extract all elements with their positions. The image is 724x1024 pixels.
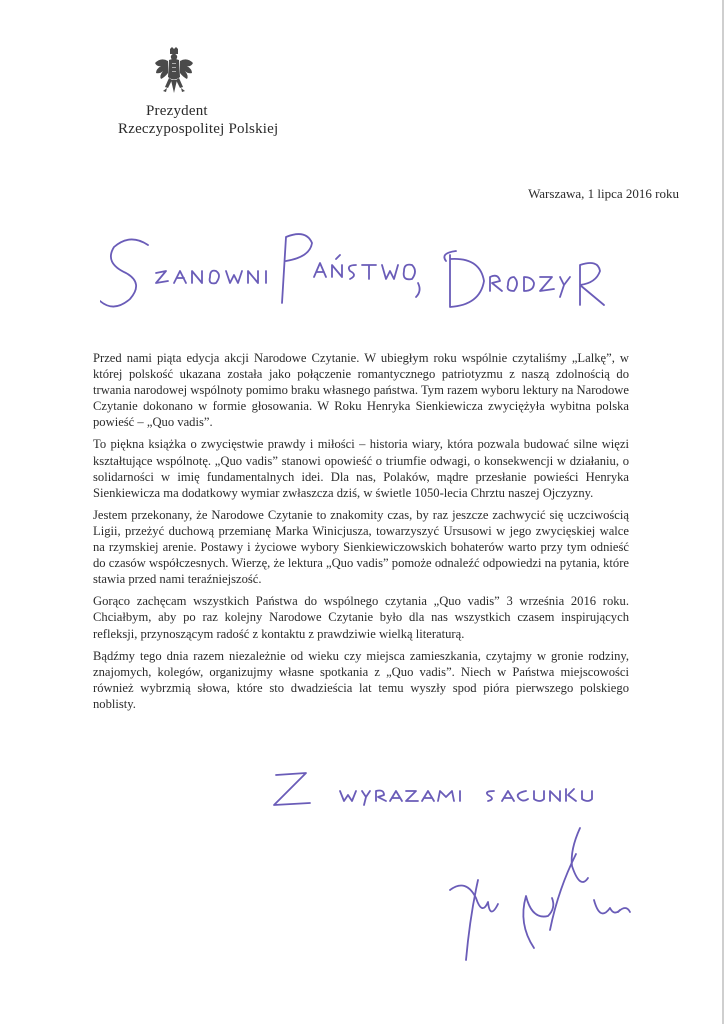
- letter-body: [93, 350, 629, 718]
- paragraph-4: Gorąco zachęcam wszystkich Państwa do wspólnego czytania „Quo vadis” 3 września 2016 roku. Chciałbym, aby po raz kolejny Narodowe Czytanie było dla nas wszystkich czasem inspirujących refleksji, przynoszącym radość z kontaktu z prawdziwie wielką literaturą.: [93, 594, 629, 641]
- closing-ink: [270, 765, 600, 815]
- signature-ink: [430, 820, 650, 970]
- handwritten-closing: [270, 765, 600, 815]
- signature-icon: [430, 820, 650, 970]
- paragraph-1: Przed nami piąta edycja akcji Narodowe Czytanie. W ubiegłym roku wspólnie czytaliśmy „Lalkę”, w której polskość ukazana została jako połączenie romantycznego patriotyzmu z naszą zdolnością do trwania narodowej wspólnoty pomimo braku własnego państwa. Tym razem wyboru lektury na Narodowe Czytanie dokonano w formie głosowania. W Roku Henryka Sienkiewicza zwyciężyła wybitna polska powieść – „Quo vadis”.: [93, 351, 629, 430]
- paragraph-3: Jestem przekonany, że Narodowe Czytanie to znakomity czas, by raz jeszcze zachwycić się uczciwością Ligii, przeżyć duchową przemianę Marka Winicjusza, towarzyszyć Ursusowi w jego zwycięskiej walce na rzymskiej arenie. Postawy i życiowe wybory Sienkiewiczowskich bohaterów warto przy tym odnieść do czasów współczesnych. Wierzę, że lektura „Quo vadis” pomoże odnaleźć odpowiedzi na pytania, które stawia przed nami teraźniejszość.: [93, 507, 629, 587]
- greeting-ink: [100, 225, 620, 335]
- handwritten-greeting: [100, 225, 620, 335]
- paragraph-5: Bądźmy tego dnia razem niezależnie od wieku czy miejsca zamieszkania, czytajmy w gronie rodziny, znajomych, kolegów, organizujmy własne spotkania z „Quo vadis”. Niech w Państwa miejscowości również wybrzmią słowa, które sto dwadzieścia lat temu wyszły spod pióra pierwszego polskiego noblisty.: [93, 648, 629, 711]
- letterhead-subtitle: Rzeczypospolitej Polskiej: [118, 121, 279, 137]
- polish-eagle-emblem-icon: [153, 47, 195, 99]
- paragraph-2: To piękna książka o zwycięstwie prawdy i miłości – historia wiary, która pozwala budować silne więzi kształtujące wspólnotę. „Quo vadis” stanowi opowieść o triumfie odwagi, o konsekwencji w działaniu, o solidarności w imię fundamentalnych idei. Dla nas, Polaków, mądre przesłanie powieści Henryka Sienkiewicza ma dodatkowy wymiar zwłaszcza dziś, w świetle 1050-lecia Chrztu naszej Ojczyzny.: [93, 437, 629, 500]
- letterhead-title: Prezydent: [146, 103, 208, 119]
- date-line: Warszawa, 1 lipca 2016 roku: [528, 186, 679, 201]
